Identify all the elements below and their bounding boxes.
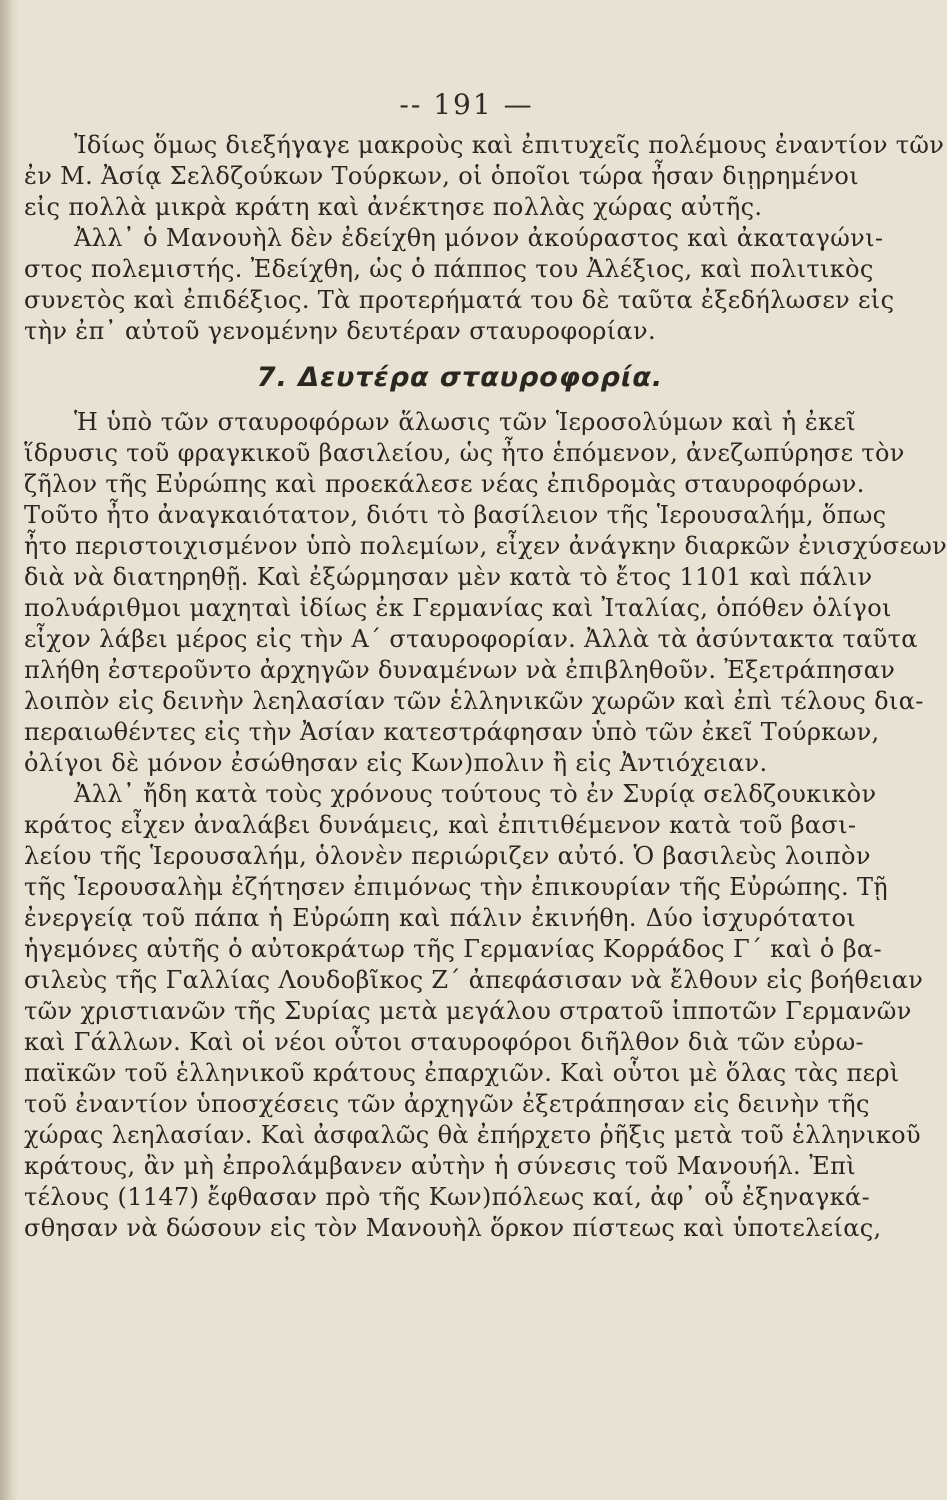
text-line: παϊκῶν τοῦ ἑλληνικοῦ κράτους ἐπαρχιῶν. Καὶ οὗτοι μὲ ὅλας τὰς περὶ [24, 1059, 900, 1087]
text-line: Ἰδίως ὅμως διεξήγαγε μακροὺς καὶ ἐπιτυχεῖς πολέμους ἐναντίον τῶν [74, 131, 945, 159]
text-line: ὀλίγοι δὲ μόνον ἐσώθησαν εἰς Κων)πολιν ἢ εἰς Ἀντιόχειαν. [24, 749, 768, 777]
text-line: τοῦ ἐναντίον ὑποσχέσεις τῶν ἀρχηγῶν ἐξετράπησαν εἰς δεινὴν τῆς [24, 1090, 870, 1118]
text-line: ἦτο περιστοιχισμένον ὑπὸ πολεμίων, εἶχεν ἀνάγκην διαρκῶν ἐνισχύσεων [24, 532, 947, 560]
text-line: ἐν Μ. Ἀσίᾳ Σελδζούκων Τούρκων, οἱ ὁποῖοι τώρα ἦσαν διῃρημένοι [24, 162, 859, 190]
text-line: διὰ νὰ διατηρηθῇ. Καὶ ἐξώρμησαν μὲν κατὰ τὸ ἔτος 1101 καὶ πάλιν [24, 563, 873, 591]
section-paragraphs [24, 407, 947, 1244]
text-line: ἡγεμόνες αὐτῆς ὁ αὐτοκράτωρ τῆς Γερμανίας Κορράδος Γ´ καὶ ὁ βα- [24, 935, 882, 963]
text-line: ἐνεργείᾳ τοῦ πάπα ἡ Εὐρώπη καὶ πάλιν ἐκινήθη. Δύο ἰσχυρότατοι [24, 904, 856, 932]
section-heading: 7. Δευτέρα σταυροφορία. [256, 362, 664, 393]
text-line: σθησαν νὰ δώσουν εἰς τὸν Μανουὴλ ὅρκον πίστεως καὶ ὑποτελείας, [24, 1214, 882, 1242]
text-line: σιλεὺς τῆς Γαλλίας Λουδοβῖκος Ζ´ ἀπεφάσισαν νὰ ἔλθουν εἰς βοήθειαν [24, 966, 924, 994]
page-number: -- 191 — [399, 88, 534, 121]
text-line: περαιωθέντες εἰς τὴν Ἀσίαν κατεστράφησαν ὑπὸ τῶν ἐκεῖ Τούρκων, [24, 718, 880, 746]
text-line: Ἡ ὑπὸ τῶν σταυροφόρων ἅλωσις τῶν Ἱεροσολύμων καὶ ἡ ἐκεῖ [74, 408, 856, 436]
text-line: καὶ Γάλλων. Καὶ οἱ νέοι οὗτοι σταυροφόροι διῆλθον διὰ τῶν εὐρω- [24, 1028, 864, 1056]
page-gutter-shadow [0, 0, 18, 1500]
text-line: λείου τῆς Ἱερουσαλήμ, ὁλονὲν περιώριζεν αὐτό. Ὁ βασιλεὺς λοιπὸν [24, 842, 871, 870]
page-body [24, 130, 947, 1244]
text-line: συνετὸς καὶ ἐπιδέξιος. Τὰ προτερήματά του δὲ ταῦτα ἐξεδήλωσεν εἰς [24, 286, 895, 314]
text-line: ζῆλον τῆς Εὐρώπης καὶ προεκάλεσε νέας ἐπιδρομὰς σταυροφόρων. [24, 470, 865, 498]
paragraph [24, 407, 947, 779]
text-line: τέλους (1147) ἔφθασαν πρὸ τῆς Κων)πόλεως καί, ἀφ᾽ οὗ ἐξηναγκά- [24, 1183, 871, 1211]
text-line: Τοῦτο ἦτο ἀναγκαιότατον, διότι τὸ βασίλειον τῆς Ἱερουσαλήμ, ὅπως [24, 501, 887, 529]
text-line: εἰς πολλὰ μικρὰ κράτη καὶ ἀνέκτησε πολλὰς χώρας αὐτῆς. [24, 193, 763, 221]
text-line: τὴν ἐπ᾽ αὐτοῦ γενομένην δευτέραν σταυροφορίαν. [24, 317, 656, 345]
text-line: πλήθη ἐστεροῦντο ἀρχηγῶν δυναμένων νὰ ἐπιβληθοῦν. Ἐξετράπησαν [24, 656, 896, 684]
text-line: στος πολεμιστής. Ἐδείχθη, ὡς ὁ πάππος του Ἀλέξιος, καὶ πολιτικὸς [24, 255, 874, 283]
text-line: κράτους, ἂν μὴ ἐπρολάμβανεν αὐτὴν ἡ σύνεσις τοῦ Μανουήλ. Ἐπὶ [24, 1152, 856, 1180]
text-line: τῶν χριστιανῶν τῆς Συρίας μετὰ μεγάλου στρατοῦ ἱπποτῶν Γερμανῶν [24, 997, 912, 1025]
paragraph [24, 130, 945, 223]
text-line: κράτος εἶχεν ἀναλάβει δυνάμεις, καὶ ἐπιτιθέμενον κατὰ τοῦ βασι- [24, 811, 857, 839]
intro-paragraphs [24, 130, 945, 347]
text-line: χώρας λεηλασίαν. Καὶ ἀσφαλῶς θὰ ἐπήρχετο ῥῆξις μετὰ τοῦ ἑλληνικοῦ [24, 1121, 921, 1149]
paragraph [24, 779, 924, 1244]
text-line: τῆς Ἱερουσαλὴμ ἐζήτησεν ἐπιμόνως τὴν ἐπικουρίαν τῆς Εὐρώπης. Τῇ [24, 873, 889, 901]
text-line: ἵδρυσις τοῦ φραγκικοῦ βασιλείου, ὡς ἦτο ἑπόμενον, ἀνεζωπύρησε τὸν [24, 439, 905, 467]
text-line: λοιπὸν εἰς δεινὴν λεηλασίαν τῶν ἑλληνικῶν χωρῶν καὶ ἐπὶ τέλους δια- [24, 687, 924, 715]
text-line: Ἀλλ᾽ ὁ Μανουὴλ δὲν ἐδείχθη μόνον ἀκούραστος καὶ ἀκαταγώνι- [74, 224, 884, 252]
text-line: εἶχον λάβει μέρος εἰς τὴν Α´ σταυροφορίαν. Ἀλλὰ τὰ ἀσύντακτα ταῦτα [24, 625, 918, 653]
text-line: Ἀλλ᾽ ἤδη κατὰ τοὺς χρόνους τούτους τὸ ἐν Συρίᾳ σελδζουκικὸν [74, 780, 877, 808]
text-line: πολυάριθμοι μαχηταὶ ἰδίως ἐκ Γερμανίας καὶ Ἰταλίας, ὁπόθεν ὀλίγοι [24, 594, 892, 622]
paragraph [24, 223, 895, 347]
